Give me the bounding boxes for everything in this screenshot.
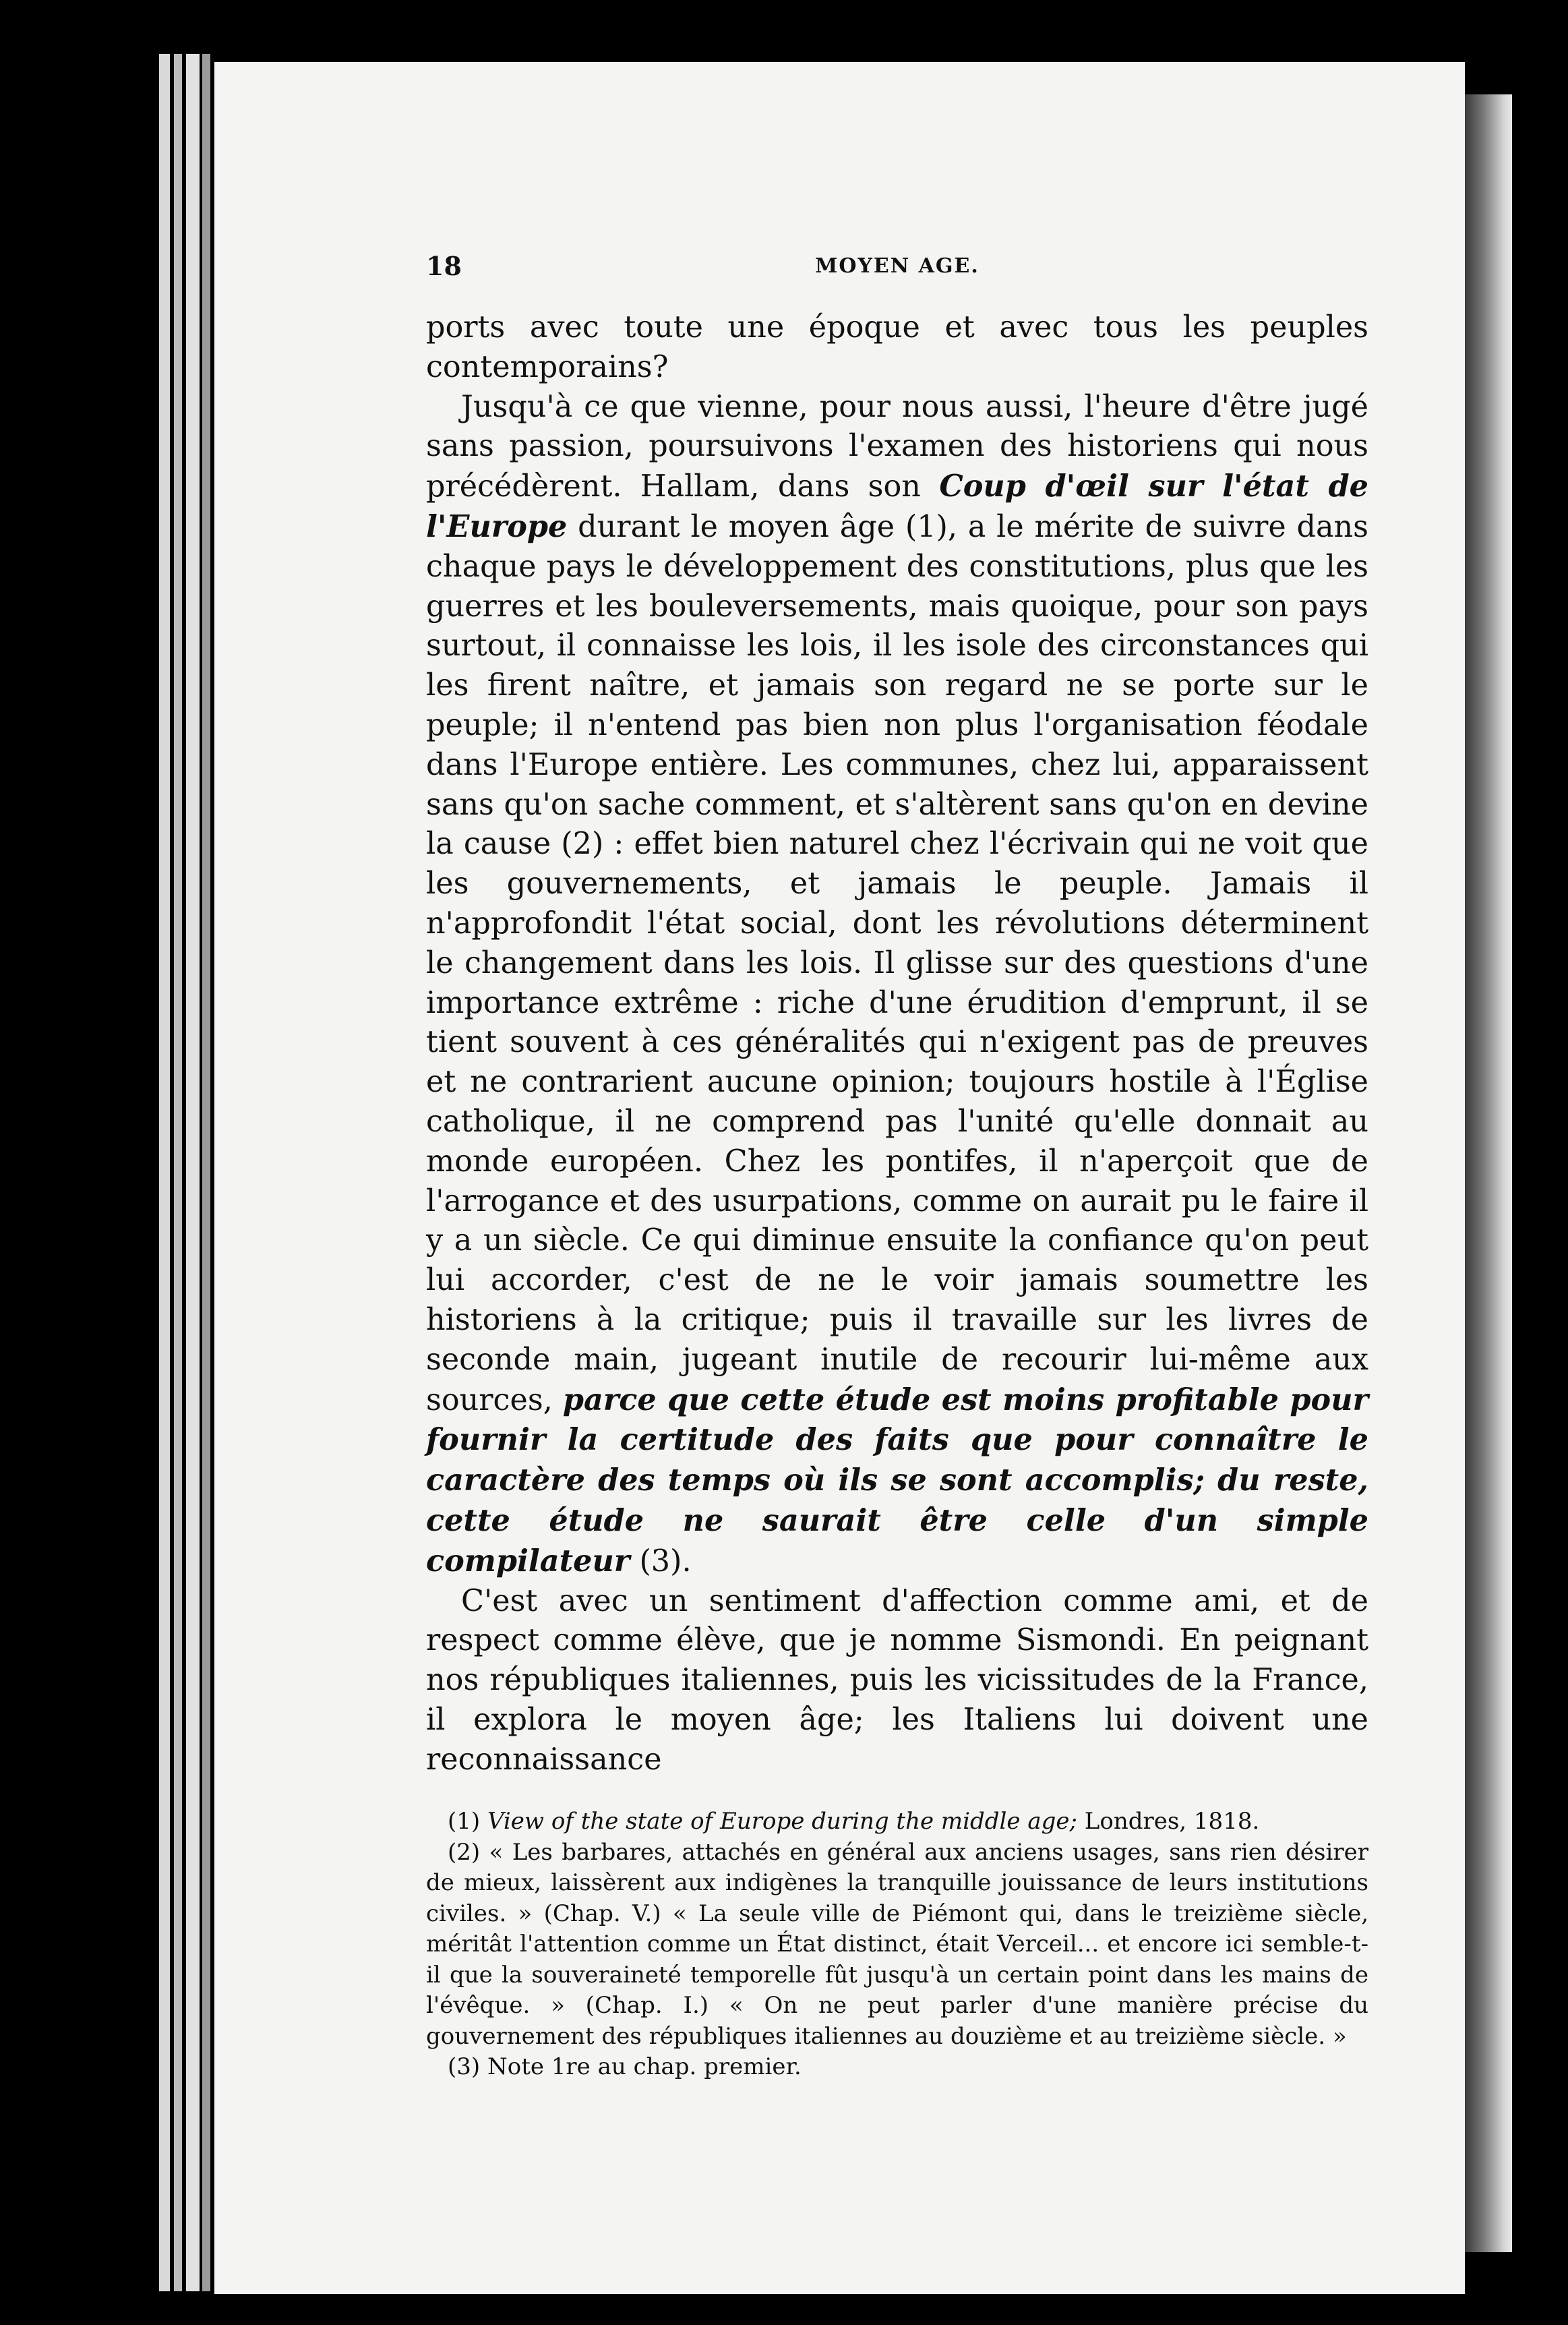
quotation: parce que cette étude est moins profitable pour fournir la certitude des faits que pour connaître le caractère des temps où ils se sont accomplis; du reste, cette étude ne saurait être celle d'un simple compilateur — [426, 1382, 1368, 1579]
text-run: durant le moyen âge (1), a le mérite de suivre dans chaque pays le développement des constitutions, plus que les guerres et les bouleversements, mais quoique, pour son pays surtout, il connaisse les lois, il les isole des circonstances qui les firent naître, et jamais son regard ne se porte sur le peuple; il n'entend pas bien non plus l'organisation féodale dans l'Europe entière. Les communes, chez lui, apparaissent sans qu'on sache comment, et s'altèrent sans qu'on en devine la cause (2) : effet bien naturel chez l'écrivain qui ne voit que les gouvernements, et jamais le peuple. Jamais il n'approfondit l'état social, dont les révolutions déterminent le changement dans les lois. Il glisse sur des questions d'une importance extrême : riche d'une érudition d'emprunt, il se tient souvent à ces généralités qui n'exigent pas de preuves et ne contrarient aucune opinion; toujours hostile à l'Église catholique, il ne comprend pas l'unité qu'elle donnait au monde européen. Chez les pontifes, il n'aperçoit que de l'arrogance et des usurpations, comme on aurait pu le faire il y a un siècle. Ce qui diminue ensuite la confiance qu'on peut lui accorder, c'est de ne le voir jamais soumettre les historiens à la critique; puis il travaille sur les livres de seconde main, jugeant inutile de recourir lui-même aux sources, — [426, 509, 1368, 1417]
book-title: Coup d'œil sur l'état de l'Europe — [426, 469, 1368, 544]
page-edge — [174, 54, 182, 2291]
paragraph — [426, 388, 1368, 1582]
footnotes — [426, 1806, 1368, 2083]
running-title: MOYEN AGE. — [815, 254, 979, 278]
paragraph: C'est avec un sentiment d'affection comme ami, et de respect comme élève, que je nomme Sismondi. En peignant nos républiques italiennes, puis les vicissitudes de la France, il explora le moyen âge; les Italiens lui doivent une reconnaissance — [426, 1583, 1368, 1777]
footnote-marker: (1) — [448, 1808, 487, 1835]
text-run: (3). — [630, 1543, 692, 1579]
page-edge — [202, 54, 210, 2291]
footnote — [426, 1806, 1368, 1837]
text-run: Jusqu'à ce que vienne, pour nous aussi, l'heure d'être jugé sans passion, poursuivons l'examen des historiens qui nous précédèrent. Hallam, dans son — [426, 389, 1368, 504]
page-edge — [159, 54, 170, 2291]
text-run: Londres, 1818. — [1077, 1808, 1260, 1835]
paragraph: ports avec toute une époque et avec tous les peuples contemporains? — [426, 310, 1368, 384]
binding-shadow — [1465, 94, 1512, 2252]
footnote: (2) « Les barbares, attachés en général aux anciens usages, sans rien désirer de mieux, laissèrent aux indigènes la tranquille jouissance de leurs institutions civiles. » (Chap. V.) « La seule ville de Piémont qui, dans le treizième siècle, méritât l'attention comme un État distinct, était Verceil... et encore ici semble-t-il que la souveraineté temporelle fût jusqu'à un certain point dans les mains de l'évêque. » (Chap. I.) « On ne peut parler d'une manière précise du gouvernement des républiques italiennes au douzième et au treizième siècle. » — [426, 1838, 1368, 2050]
page-edge — [186, 54, 200, 2291]
page-header — [426, 246, 1368, 287]
footnote: (3) Note 1re au chap. premier. — [448, 2053, 802, 2081]
body-text — [426, 308, 1368, 1779]
page-number: 18 — [426, 251, 462, 281]
cited-title: View of the state of Europe during the middle age; — [487, 1808, 1077, 1835]
page-content — [426, 246, 1368, 2083]
